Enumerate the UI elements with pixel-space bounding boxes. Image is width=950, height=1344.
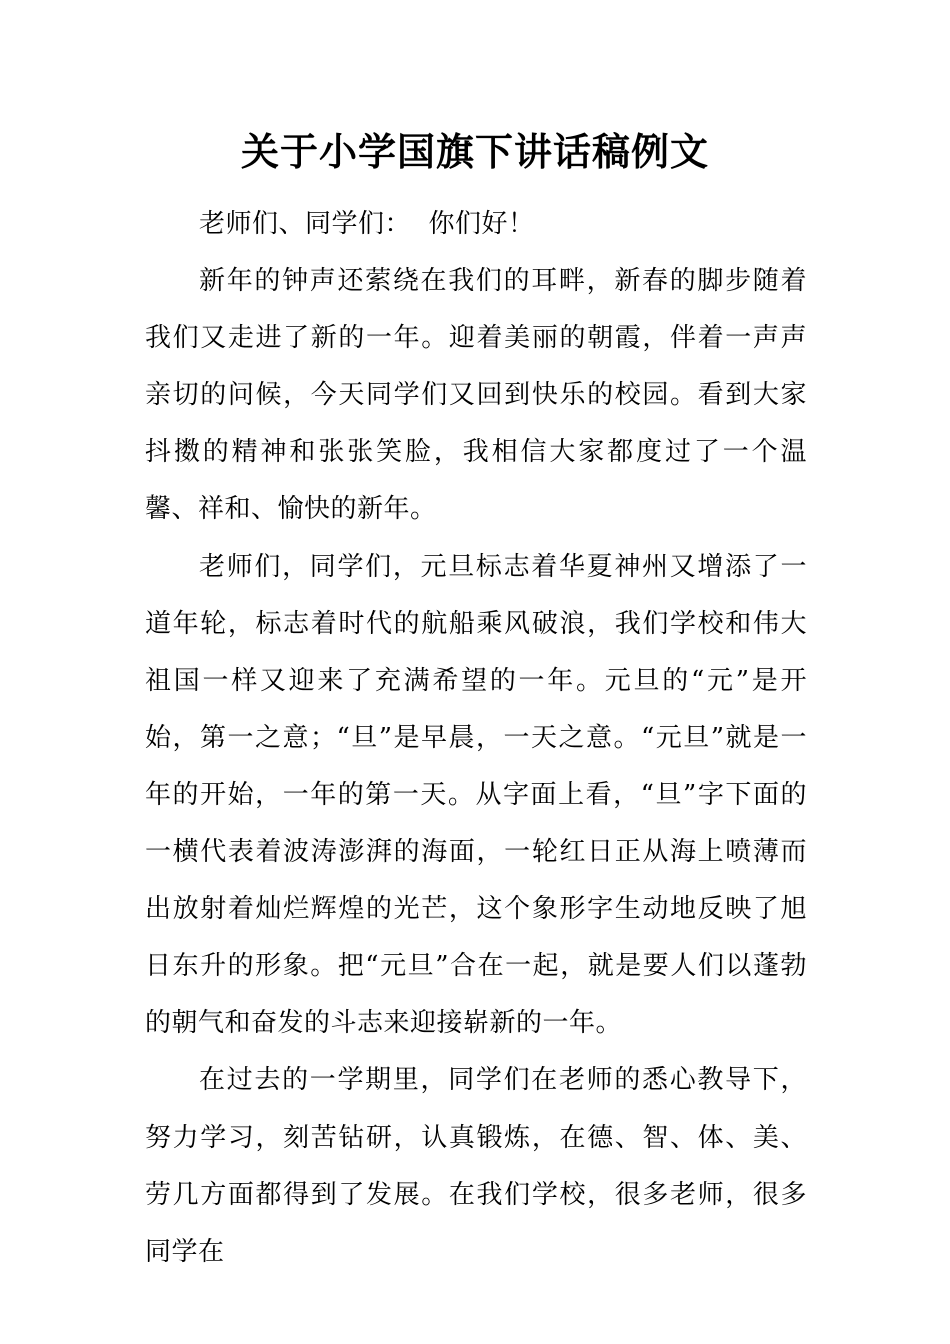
paragraph-3: 在过去的一学期里，同学们在老师的悉心教导下，努力学习，刻苦钻研，认真锻炼，在德、智、体、美、劳几方面都得到了发展。在我们学校，很多老师，很多同学在 bbox=[145, 1065, 807, 1267]
document-title: 关于小学国旗下讲话稿例文 bbox=[240, 130, 709, 174]
greeting-line: 老师们、同学们： 你们好！ bbox=[199, 209, 535, 239]
paragraph-2: 老师们，同学们，元旦标志着华夏神州又增添了一道年轮，标志着时代的航船乘风破浪，我们学校和伟大祖国一样又迎来了充满希望的一年。元旦的“元”是开始，第一之意；“旦”是早晨，一天之意。“元旦”就是一年的开始，一年的第一天。从字面上看，“旦”字下面的一横代表着波涛澎湃的海面，一轮红日正从海上喷薄而出放射着灿烂辉煌的光芒，这个象形字生动地反映了旭日东升的形象。把“元旦”合在一起，就是要人们以蓬勃的朝气和奋发的斗志来迎接崭新的一年。 bbox=[145, 551, 807, 1039]
document-body bbox=[145, 196, 807, 1281]
paragraph-1: 新年的钟声还萦绕在我们的耳畔，新春的脚步随着我们又走进了新的一年。迎着美丽的朝霞，伴着一声声亲切的问候，今天同学们又回到快乐的校园。看到大家抖擞的精神和张张笑脸，我相信大家都度过了一个温馨、祥和、愉快的新年。 bbox=[145, 266, 807, 525]
